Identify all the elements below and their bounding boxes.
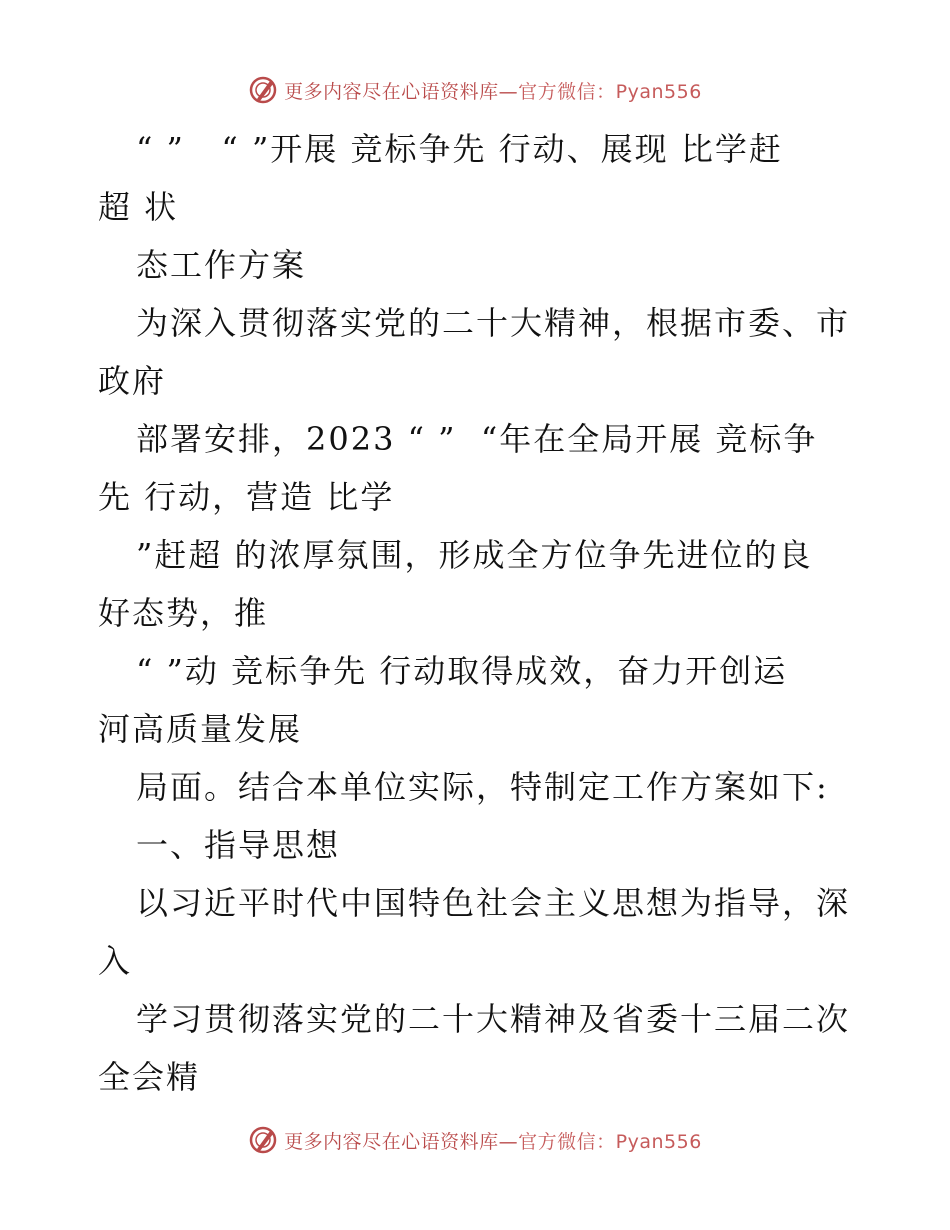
document-line: 河高质量发展 [98,710,303,748]
document-line: 全会精 [98,1058,201,1096]
document-line: 超 状 [98,188,179,226]
document-line: 政府 [98,362,167,400]
document-line: 先 行动，营造 比学 [98,478,395,516]
document-line: 态工作方案 [136,246,307,284]
document-line: 学习贯彻落实党的二十大精神及省委十三届二次 [136,1000,851,1038]
document-line: ”赶超 的浓厚氛围，形成全方位争先进位的良 [136,536,813,574]
watermark-text: 更多内容尽在心语资料库—官方微信：Pyan556 [284,1130,702,1153]
document-line: 为深入贯彻落实党的二十大精神，根据市委、市 [136,304,851,342]
watermark-text: 更多内容尽在心语资料库—官方微信：Pyan556 [284,80,702,103]
document-line: 一、指导思想 [136,826,341,864]
pen-circle-logo-icon [248,1125,278,1155]
watermark-header [0,70,950,110]
document-line: 好态势，推 [98,594,269,632]
document-line: 局面。结合本单位实际，特制定工作方案如下: [136,768,829,806]
document-line: “ ” “ ”开展 竞标争先 行动、展现 比学赶 [136,130,783,168]
document-body [98,120,858,1106]
watermark-footer [0,1120,950,1160]
document-line: “ ”动 竞标争先 行动取得成效，奋力开创运 [136,652,788,690]
pen-circle-logo-icon [248,75,278,105]
document-line: 以习近平时代中国特色社会主义思想为指导，深 [136,884,851,922]
document-line: 部署安排，2023 “ ” “年在全局开展 竞标争 [136,420,818,458]
document-line: 入 [98,942,133,980]
